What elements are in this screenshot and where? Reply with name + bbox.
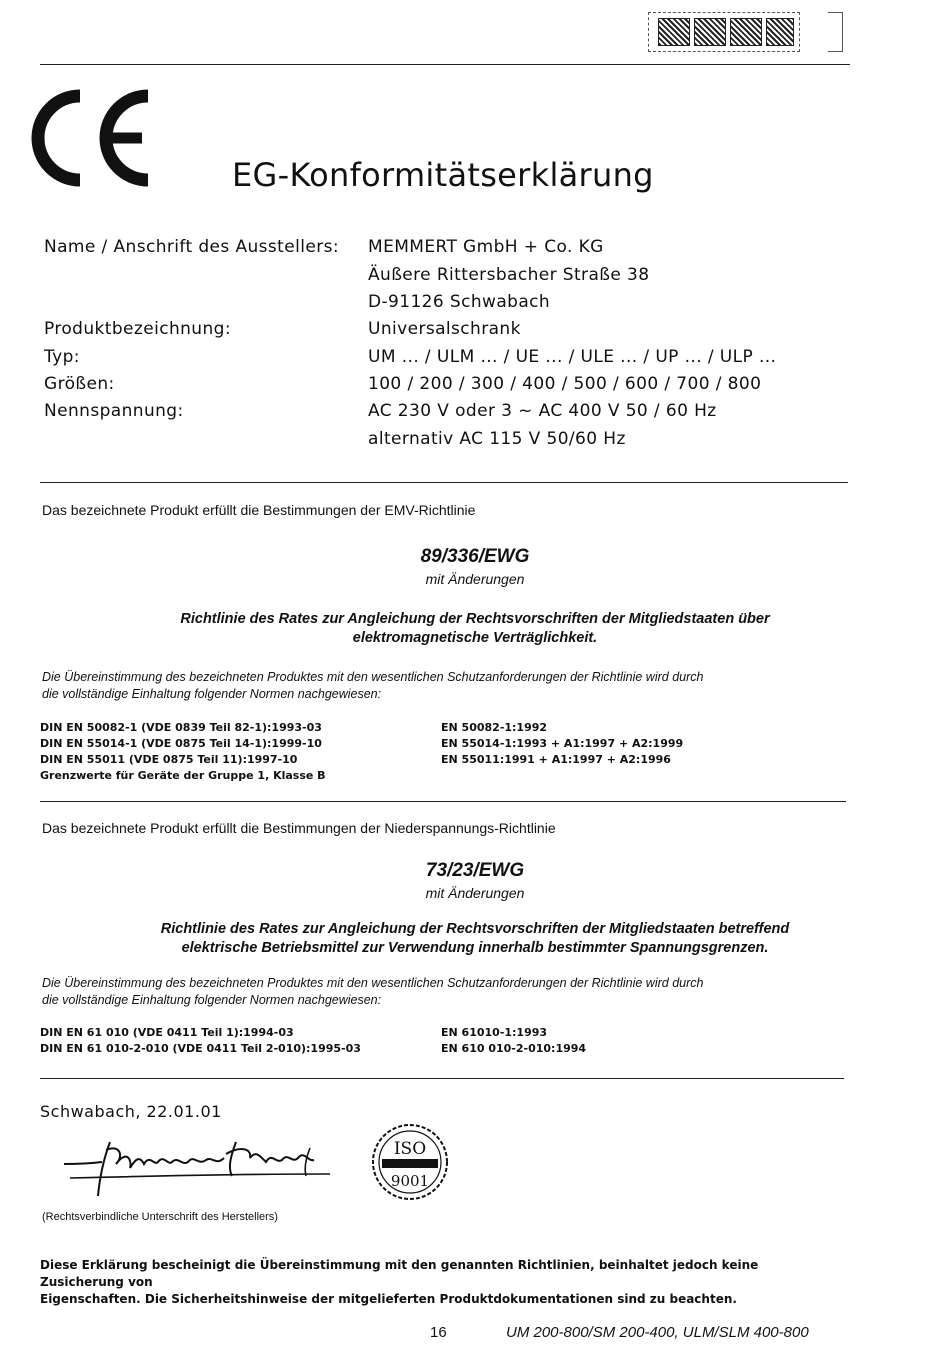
issuer-value: Äußere Rittersbacher Straße 38 <box>368 265 650 285</box>
issuer-value: MEMMERT GmbH + Co. KG <box>368 237 604 257</box>
issuer-label: Name / Anschrift des Ausstellers: <box>44 237 339 257</box>
lvd-title-line: Richtlinie des Rates zur Angleichung der Rechtsvorschriften der Mitgliedstaaten betreffend <box>160 921 790 937</box>
lvd-norms-right <box>441 1025 586 1057</box>
lvd-directive-title <box>60 920 890 958</box>
footer-models: UM 200-800/SM 200-400, ULM/SLM 400-800 <box>506 1324 809 1341</box>
header-logo-strip <box>648 12 844 52</box>
norm-item: EN 61010-1:1993 <box>441 1026 548 1039</box>
emv-amendments: mit Änderungen <box>425 571 525 587</box>
norm-item: DIN EN 61 010-2-010 (VDE 0411 Teil 2-010):1995-03 <box>40 1042 361 1055</box>
logo-block-icon <box>694 18 726 46</box>
sizes-value: 100 / 200 / 300 / 400 / 500 / 600 / 700 / 800 <box>368 374 762 394</box>
norm-item: DIN EN 55014-1 (VDE 0875 Teil 14-1):1999-10 <box>40 737 322 750</box>
norm-item: DIN EN 50082-1 (VDE 0839 Teil 82-1):1993-03 <box>40 721 322 734</box>
voltage-label: Nennspannung: <box>44 401 184 421</box>
lvd-norms-left <box>40 1025 361 1057</box>
place-date: Schwabach, 22.01.01 <box>40 1102 222 1121</box>
signature-caption: (Rechtsverbindliche Unterschrift des Herstellers) <box>42 1211 278 1223</box>
type-value: UM ... / ULM ... / UE ... / ULE ... / UP ... / ULP ... <box>368 347 777 367</box>
emv-conformity-text <box>42 669 862 703</box>
norm-item: EN 610 010-2-010:1994 <box>441 1042 587 1055</box>
norm-item: EN 50082-1:1992 <box>441 721 548 734</box>
iso-seal-bottom: 9001 <box>390 1172 430 1190</box>
logo-block-icon <box>730 18 762 46</box>
lvd-intro: Das bezeichnete Produkt erfüllt die Bestimmungen der Niederspannungs-Richtlinie <box>42 820 556 836</box>
lvd-title-line: elektrische Betriebsmittel zur Verwendung innerhalb bestimmter Spannungsgrenzen. <box>181 940 769 956</box>
norm-item: EN 55011:1991 + A1:1997 + A2:1996 <box>441 753 671 766</box>
norm-item: DIN EN 61 010 (VDE 0411 Teil 1):1994-03 <box>40 1026 294 1039</box>
emv-title-line: Richtlinie des Rates zur Angleichung der Rechtsvorschriften der Mitgliedstaaten über <box>180 611 770 627</box>
logo-block-icon <box>766 18 794 46</box>
norm-item: EN 55014-1:1993 + A1:1997 + A2:1999 <box>441 737 684 750</box>
iso-seal-band <box>382 1159 438 1168</box>
sizes-label: Größen: <box>44 374 115 394</box>
iso-seal-icon <box>370 1122 450 1202</box>
lvd-amendments: mit Änderungen <box>425 885 525 901</box>
product-value: Universalschrank <box>368 319 521 339</box>
emv-directive-number: 89/336/EWG <box>420 546 530 567</box>
disclaimer-line: Eigenschaften. Die Sicherheitshinweise der mitgelieferten Produktdokumentationen sind zu beachten. <box>40 1292 737 1306</box>
lvd-conformity-text <box>42 975 862 1009</box>
norm-item: DIN EN 55011 (VDE 0875 Teil 11):1997-10 <box>40 753 298 766</box>
iso-seal-top: ISO <box>393 1139 427 1159</box>
emv-norms-left <box>40 720 326 784</box>
emv-conformity-line: die vollständige Einhaltung folgender Normen nachgewiesen: <box>42 687 382 701</box>
issuer-value: D-91126 Schwabach <box>368 292 551 312</box>
lvd-conformity-line: Die Übereinstimmung des bezeichneten Produktes mit den wesentlichen Schutzanforderungen der Richtlinie wird durch <box>42 976 704 990</box>
section-rule <box>40 801 846 802</box>
product-label: Produktbezeichnung: <box>44 319 231 339</box>
page-title: EG-Konformitätserklärung <box>232 156 654 194</box>
emv-conformity-line: Die Übereinstimmung des bezeichneten Produktes mit den wesentlichen Schutzanforderungen der Richtlinie wird durch <box>42 670 704 684</box>
logo-bracket <box>828 12 843 52</box>
section-rule <box>40 1078 844 1079</box>
header-rule <box>40 64 850 65</box>
emv-directive-title <box>60 610 890 648</box>
logo-block-icon <box>658 18 690 46</box>
lvd-directive-number: 73/23/EWG <box>425 860 525 881</box>
signature-image <box>60 1138 340 1200</box>
emv-intro: Das bezeichnete Produkt erfüllt die Bestimmungen der EMV-Richtlinie <box>42 502 476 518</box>
page-number: 16 <box>430 1324 447 1341</box>
ce-mark-icon <box>30 88 160 188</box>
norm-item: Grenzwerte für Geräte der Gruppe 1, Klasse B <box>40 769 326 782</box>
type-label: Typ: <box>44 347 80 367</box>
voltage-value: alternativ AC 115 V 50/60 Hz <box>368 429 626 449</box>
disclaimer <box>40 1257 840 1308</box>
voltage-value: AC 230 V oder 3 ~ AC 400 V 50 / 60 Hz <box>368 401 717 421</box>
section-rule <box>40 482 848 483</box>
lvd-conformity-line: die vollständige Einhaltung folgender Normen nachgewiesen: <box>42 993 382 1007</box>
disclaimer-line: Diese Erklärung bescheinigt die Übereinstimmung mit den genannten Richtlinien, beinhaltet jedoch keine Zusicherung von <box>40 1258 759 1289</box>
emv-norms-right <box>441 720 683 768</box>
emv-title-line: elektromagnetische Verträglichkeit. <box>352 630 598 646</box>
